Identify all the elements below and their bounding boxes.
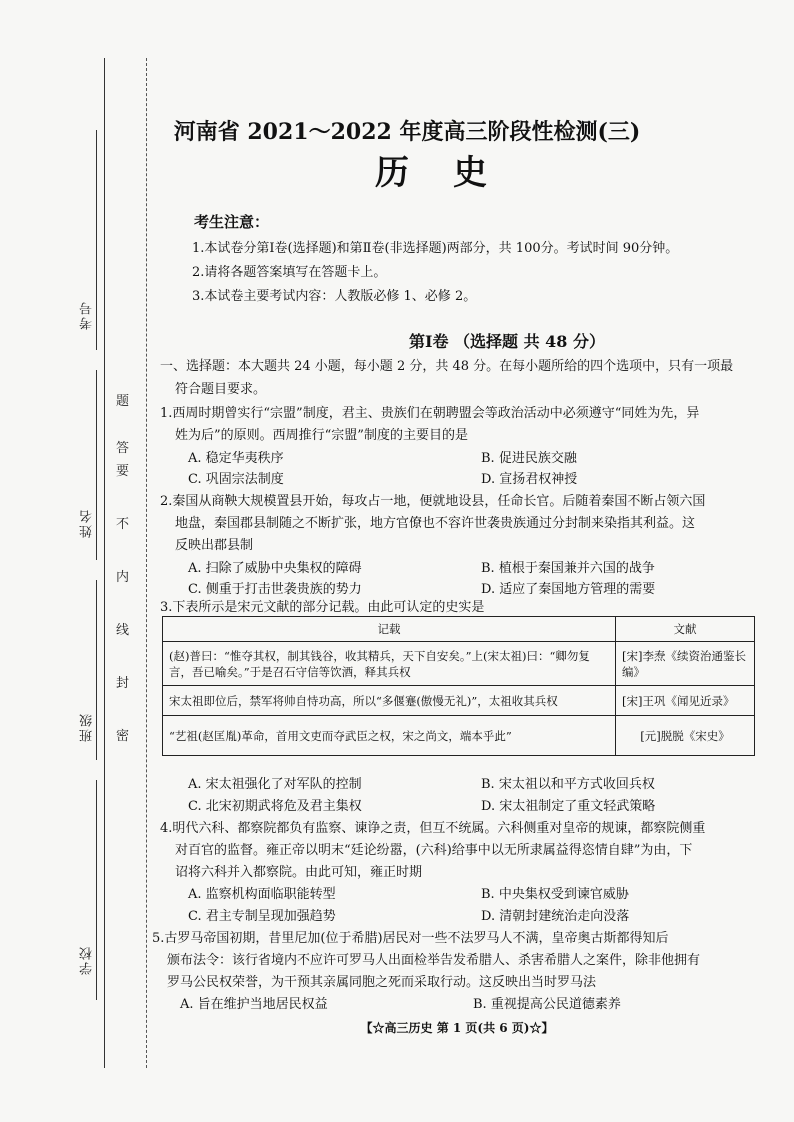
question-3-option-b[interactable]: B. 宋太祖以和平方式收回兵权: [481, 777, 655, 792]
notice-item: 2.请将各题答案填写在答题卡上。: [192, 265, 387, 280]
exam-number-label: 考号: [80, 300, 95, 330]
question-2-option-d[interactable]: D. 适应了秦国地方管理的需要: [481, 582, 656, 597]
question-3-option-d[interactable]: D. 宋太祖制定了重文轻武策略: [481, 799, 656, 814]
question-2-stem: 反映出郡县制: [175, 538, 254, 553]
class-field[interactable]: [96, 580, 97, 760]
notice-item: 1.本试卷分第Ⅰ卷(选择题)和第Ⅱ卷(非选择题)两部分，共 100分。考试时间 90分钟。: [192, 241, 679, 256]
question-4-stem: 诏将六科并入都察院。由此可知，雍正时期: [175, 865, 423, 880]
question-1-stem: 姓为后”的原则。西周推行“宗盟”制度的主要目的是: [175, 428, 468, 443]
question-4-option-d[interactable]: D. 清朝封建统治走向没落: [481, 909, 630, 924]
question-4-option-b[interactable]: B. 中央集权受到谏官威胁: [481, 887, 629, 902]
question-2-option-b[interactable]: B. 植根于秦国兼并六国的战争: [481, 561, 655, 576]
seal-char: 线: [116, 623, 130, 638]
question-2-option-a[interactable]: A. 扫除了威胁中央集权的障碍: [188, 561, 362, 576]
question-5-stem: 颁布法令：该行省境内不应许可罗马人出面检举告发希腊人、杀害希腊人之案件，除非他拥有: [167, 953, 701, 968]
seal-char: 答: [116, 441, 130, 456]
question-3-stem: 3.下表所示是宋元文献的部分记载。由此可认定的史实是: [160, 600, 485, 615]
notice-item: 3.本试卷主要考试内容：人教版必修 1、必修 2。: [192, 289, 477, 304]
question-3-option-a[interactable]: A. 宋太祖强化了对军队的控制: [188, 777, 362, 792]
column-header-source: 文献: [616, 617, 755, 642]
record-cell: “艺祖(赵匡胤)革命，首用文吏而夺武臣之权，宋之尚文，端本乎此”: [163, 716, 616, 756]
question-1-option-d[interactable]: D. 宣扬君权神授: [481, 472, 578, 487]
historical-records-table: [162, 616, 755, 756]
question-3-option-c[interactable]: C. 北宋初期武将危及君主集权: [188, 799, 362, 814]
table-row: [163, 642, 755, 686]
question-4-option-c[interactable]: C. 君主专制呈现加强趋势: [188, 909, 336, 924]
question-4-option-a[interactable]: A. 监察机构面临职能转型: [188, 887, 336, 902]
name-field[interactable]: [96, 370, 97, 560]
table-header-row: [163, 617, 755, 642]
question-4-stem: 对百官的监督。雍正帝以明末“廷论纷嚣，(六科)给事中以无所隶属益得恣情自肆”为由，下: [175, 843, 693, 858]
record-cell: 宋太祖即位后，禁军将帅自恃功高，所以“多偃蹇(傲慢无礼)”，太祖收其兵权: [163, 686, 616, 716]
seal-char: 密: [116, 729, 130, 744]
notice-title: 考生注意：: [194, 213, 270, 231]
question-5-stem: 5.古罗马帝国初期，昔里尼加(位于希腊)居民对一些不法罗马人不满，皇帝奥古斯都得知后: [152, 931, 669, 946]
table-row: [163, 716, 755, 756]
record-cell: (赵)普曰：“惟夺其权，制其钱谷，收其精兵，天下自安矣。”上(宋太祖)曰：“卿勿复言，吾已喻矣。”于是召石守信等饮酒，释其兵权: [163, 642, 616, 686]
question-2-stem: 2.秦国从商鞅大规模置县开始，每攻占一地，便就地设县，任命长官。后随着秦国不断占领六国: [160, 494, 706, 509]
seal-char: 题: [116, 394, 130, 409]
question-5-stem: 罗马公民权荣誉，为干预其亲属同胞之死而采取行动。这反映出当时罗马法: [167, 975, 597, 990]
question-4-stem: 4.明代六科、都察院都负有监察、谏诤之责，但互不统属。六科侧重对皇帝的规谏，都察院侧重: [160, 821, 706, 836]
section-title: 第Ⅰ卷 （选择题 共 48 分）: [408, 332, 606, 351]
school-label: 学校: [80, 945, 95, 975]
column-header-record: 记载: [163, 617, 616, 642]
binding-dashed-line: [146, 58, 147, 1068]
question-2-stem: 地盘，秦国郡县制随之不断扩张，地方官僚也不容许世袭贵族通过分封制来染指其利益。这: [175, 516, 696, 531]
subject-title: 历史: [375, 153, 531, 193]
question-1-option-a[interactable]: A. 稳定华夷秩序: [188, 451, 284, 466]
seal-char: 要: [116, 464, 130, 479]
class-label: 班级: [80, 712, 95, 742]
table-row: [163, 686, 755, 716]
seal-char: 不: [116, 517, 130, 532]
question-1-option-c[interactable]: C. 巩固宗法制度: [188, 472, 284, 487]
question-1-stem: 1.西周时期曾实行“宗盟”制度，君主、贵族们在朝聘盟会等政治活动中必须遵守“同姓为先，异: [160, 406, 700, 421]
exam-title: 河南省 2021～2022 年度高三阶段性检测(三): [173, 119, 641, 145]
source-cell: [宋]李焘《续资治通鉴长编》: [616, 642, 755, 686]
section-instruction: 一、选择题：本大题共 24 小题，每小题 2 分，共 48 分。在每小题所给的四个选项中，只有一项最: [160, 359, 734, 374]
source-cell: [宋]王巩《闻见近录》: [616, 686, 755, 716]
question-1-option-b[interactable]: B. 促进民族交融: [481, 451, 577, 466]
seal-char: 封: [116, 676, 130, 691]
seal-char: 内: [116, 570, 130, 585]
section-instruction: 符合题目要求。: [175, 382, 267, 397]
name-label: 姓名: [80, 508, 95, 538]
page-footer: 【☆高三历史 第 1 页(共 6 页)☆】: [360, 1021, 554, 1035]
question-5-option-a[interactable]: A. 旨在维护当地居民权益: [180, 997, 328, 1012]
question-2-option-c[interactable]: C. 侧重于打击世袭贵族的势力: [188, 582, 362, 597]
binding-solid-line: [104, 58, 105, 1068]
school-field[interactable]: [96, 780, 97, 1000]
source-cell: [元]脱脱《宋史》: [616, 716, 755, 756]
question-5-option-b[interactable]: B. 重视提高公民道德素养: [473, 997, 621, 1012]
